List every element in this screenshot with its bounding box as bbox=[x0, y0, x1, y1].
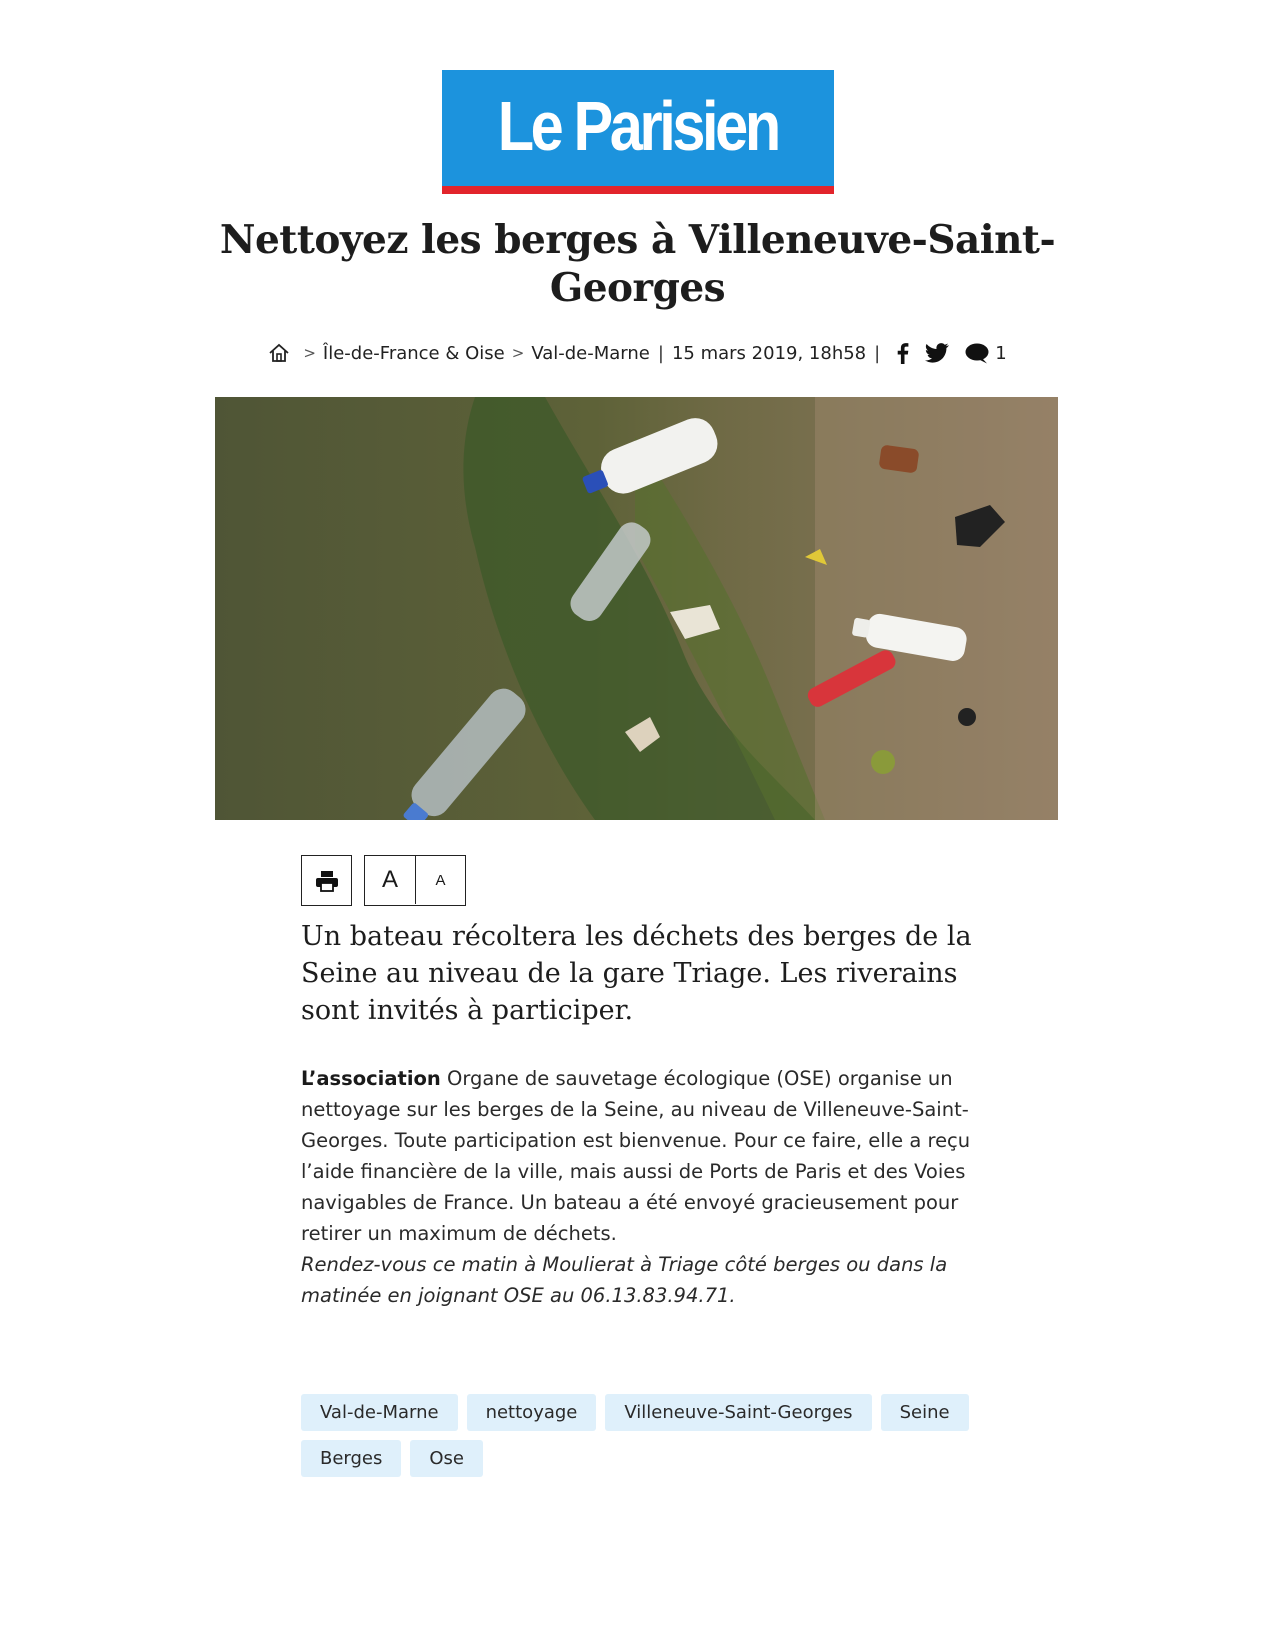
increase-font-button[interactable] bbox=[365, 856, 415, 904]
tag-seine[interactable]: Seine bbox=[881, 1394, 969, 1431]
facebook-icon[interactable] bbox=[896, 342, 909, 364]
article-lead: Un bateau récoltera les déchets des berges de la Seine au niveau de la gare Triage. Les riverains sont invités à participer. bbox=[301, 921, 972, 1026]
le-parisien-logo[interactable] bbox=[442, 70, 834, 194]
meta-divider: | bbox=[874, 342, 881, 364]
tag-val-de-marne[interactable]: Val-de-Marne bbox=[301, 1394, 458, 1431]
breadcrumb-separator: > bbox=[511, 344, 525, 362]
body-lead-in: L’association bbox=[301, 1067, 441, 1090]
home-icon[interactable] bbox=[268, 343, 290, 363]
meta-divider: | bbox=[657, 342, 664, 364]
comment-icon[interactable] bbox=[965, 343, 989, 364]
publish-date: 15 mars 2019, 18h58 bbox=[671, 342, 867, 364]
breadcrumb-ile-de-france[interactable]: Île-de-France & Oise bbox=[322, 342, 505, 364]
tag-list bbox=[301, 1394, 1001, 1477]
article-title: Nettoyez les berges à Villeneuve-Saint-Georges bbox=[219, 217, 1056, 311]
breadcrumb-separator: > bbox=[303, 344, 316, 362]
twitter-icon[interactable] bbox=[925, 343, 949, 363]
print-icon bbox=[315, 870, 339, 892]
article-photo bbox=[215, 397, 1058, 820]
comment-count: 1 bbox=[995, 342, 1007, 364]
print-button[interactable] bbox=[301, 855, 352, 906]
body-paragraph: Organe de sauvetage écologique (OSE) organise un nettoyage sur les berges de la Seine, au niveau de Villeneuve-Saint-Georges. Toute participation est bienvenue. Pour ce faire, elle a reçu l’aide financière de la ville, mais aussi de Ports de Paris et des Voies navigables de France. Un bateau a été envoyé gracieusement pour retirer un maximum de déchets. bbox=[301, 1067, 971, 1245]
article-body bbox=[301, 1063, 1001, 1311]
tag-ose[interactable]: Ose bbox=[410, 1440, 483, 1477]
article-meta bbox=[0, 338, 1275, 368]
decrease-font-button[interactable] bbox=[415, 856, 465, 904]
font-small-label: A bbox=[435, 871, 446, 889]
article-tools bbox=[301, 855, 466, 906]
tag-berges[interactable]: Berges bbox=[301, 1440, 401, 1477]
tag-nettoyage[interactable]: nettoyage bbox=[467, 1394, 597, 1431]
breadcrumb-val-de-marne[interactable]: Val-de-Marne bbox=[531, 342, 650, 364]
rendezvous-note: Rendez-vous ce matin à Moulierat à Triage côté berges ou dans la matinée en joignant OSE au 06.13.83.94.71. bbox=[301, 1253, 948, 1307]
logo-text: Le Parisien bbox=[497, 87, 779, 165]
font-large-label: A bbox=[381, 866, 398, 893]
font-size-control bbox=[364, 855, 466, 906]
tag-villeneuve-saint-georges[interactable]: Villeneuve-Saint-Georges bbox=[605, 1394, 871, 1431]
